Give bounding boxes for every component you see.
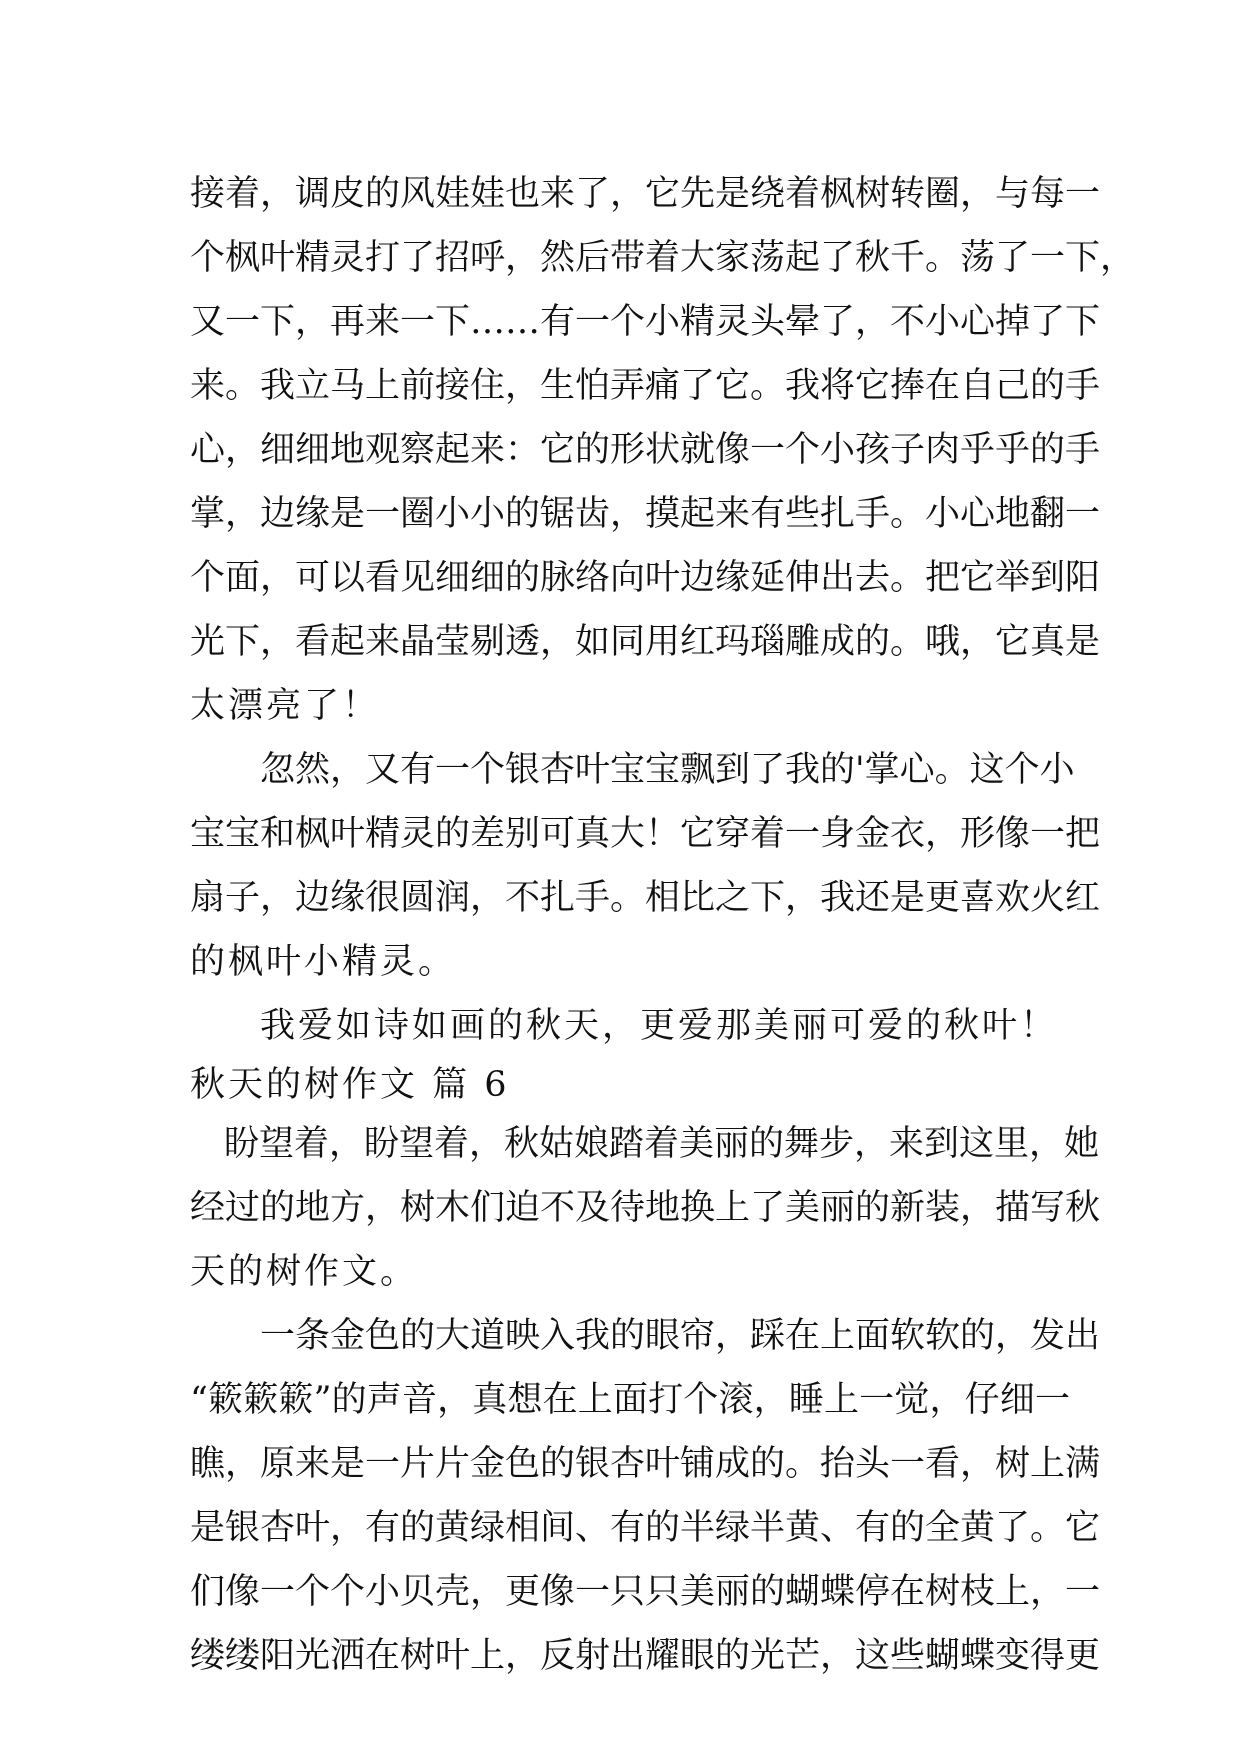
paragraph-line: 扇子，边缘很圆润，不扎手。相比之下，我还是更喜欢火红 — [190, 878, 1101, 918]
paragraph-line: 忽然，又有一个银杏叶宝宝飘到了我的'掌心。这个小 — [260, 750, 1075, 790]
paragraph-line: 盼望着，盼望着，秋姑娘踏着美丽的舞步，来到这里，她 — [224, 1124, 1100, 1164]
paragraph-line: 一条金色的大道映入我的眼帘，踩在上面软软的，发出 — [260, 1316, 1101, 1356]
paragraph-line: 我爱如诗如画的秋天，更爱那美丽可爱的秋叶！ — [260, 1006, 1059, 1046]
section-heading: 秋天的树作文 篇 6 — [190, 1065, 510, 1105]
paragraph-line: 瞧，原来是一片片金色的银杏叶铺成的。抬头一看，树上满 — [190, 1444, 1101, 1484]
paragraph-line: 掌，边缘是一圈小小的锯齿，摸起来有些扎手。小心地翻一 — [190, 494, 1101, 534]
paragraph-line: 又一下，再来一下……有一个小精灵头晕了，不小心掉了下 — [190, 302, 1101, 342]
paragraph-line: 接着，调皮的风娃娃也来了，它先是绕着枫树转圈，与每一 — [190, 174, 1101, 214]
paragraph-line: 来。我立马上前接住，生怕弄痛了它。我将它捧在自己的手 — [190, 366, 1101, 406]
paragraph-line: 个枫叶精灵打了招呼，然后带着大家荡起了秋千。荡了一下， — [190, 238, 1136, 278]
paragraph-line: 经过的地方，树木们迫不及待地换上了美丽的新装，描写秋 — [190, 1188, 1101, 1228]
document-body — [190, 162, 1136, 1688]
paragraph-line: 光下，看起来晶莹剔透，如同用红玛瑙雕成的。哦，它真是 — [190, 622, 1101, 662]
paragraph-line: 个面，可以看见细细的脉络向叶边缘延伸出去。把它举到阳 — [190, 558, 1101, 598]
paragraph-line: 宝宝和枫叶精灵的差别可真大！它穿着一身金衣，形像一把 — [190, 814, 1101, 854]
paragraph-line: 们像一个个小贝壳，更像一只只美丽的蝴蝶停在树枝上，一 — [190, 1572, 1101, 1612]
paragraph-line: 缕缕阳光洒在树叶上，反射出耀眼的光芒，这些蝴蝶变得更 — [190, 1636, 1101, 1676]
paragraph-line: 天的树作文。 — [190, 1252, 419, 1292]
paragraph-line: 的枫叶小精灵。 — [190, 942, 457, 982]
paragraph-line: “簌簌簌”的声音，真想在上面打个滚，睡上一觉，仔细一 — [190, 1380, 1070, 1420]
paragraph-line: 太漂亮了！ — [190, 686, 381, 726]
paragraph-line: 心，细细地观察起来：它的形状就像一个小孩子肉乎乎的手 — [190, 430, 1101, 470]
paragraph-line: 是银杏叶，有的黄绿相间、有的半绿半黄、有的全黄了。它 — [190, 1508, 1101, 1548]
